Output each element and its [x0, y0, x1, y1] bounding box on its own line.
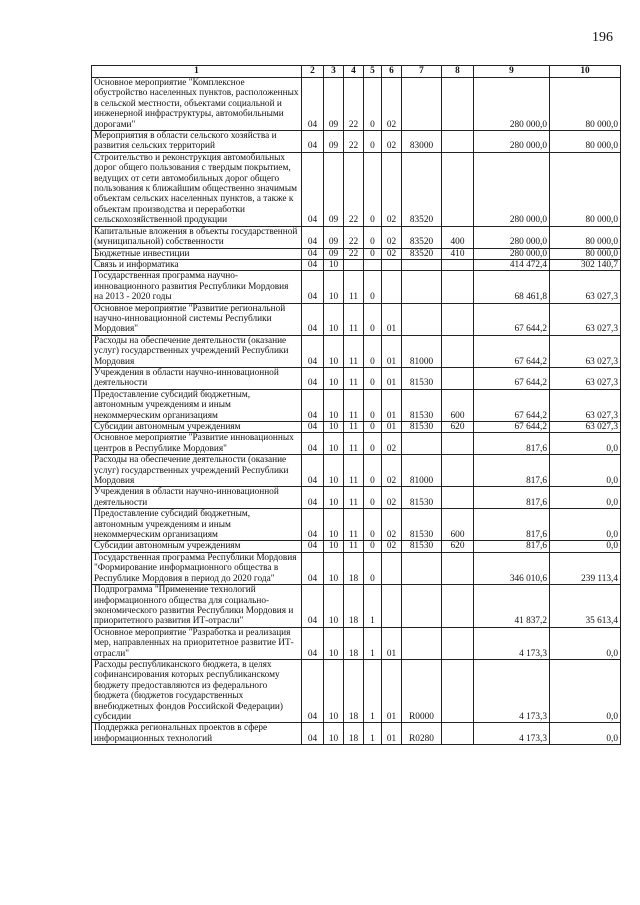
- program-code: 18: [344, 723, 364, 745]
- amount-2019: 67 644,2: [474, 422, 550, 433]
- type-code: [442, 131, 474, 153]
- amount-2019: 280 000,0: [474, 248, 550, 259]
- expense-code: 81530: [402, 422, 442, 433]
- amount-2019: 280 000,0: [474, 131, 550, 153]
- amount-2019: 4 173,3: [474, 723, 550, 745]
- expense-code: 83000: [402, 131, 442, 153]
- amount-2020: 0,0: [550, 541, 621, 552]
- subsection-code: 10: [324, 271, 344, 303]
- subsection-code: 10: [324, 303, 344, 335]
- subprogram-code: 1: [364, 627, 382, 659]
- subprogram-code: 0: [364, 131, 382, 153]
- row-name: Учреждения в области научно-инновационной деятельности: [92, 487, 302, 509]
- amount-2020: 239 113,4: [550, 552, 621, 584]
- program-code: 11: [344, 541, 364, 552]
- table-row: [92, 335, 621, 367]
- event-code: [382, 585, 402, 628]
- section-code: 04: [302, 152, 324, 226]
- table-row: [92, 303, 621, 335]
- event-code: 01: [382, 367, 402, 389]
- type-code: [442, 585, 474, 628]
- section-code: 04: [302, 131, 324, 153]
- section-code: 04: [302, 509, 324, 541]
- expense-code: 83520: [402, 152, 442, 226]
- column-header: 8: [442, 66, 474, 78]
- program-code: 11: [344, 422, 364, 433]
- row-name: Расходы республиканского бюджета, в целях софинансирования которых республиканскому бюджету предоставляются из федерального бюджета (бюджетов государственных внебюджетных фондов Российской Федерации) субсидии: [92, 659, 302, 722]
- section-code: 04: [302, 248, 324, 259]
- section-code: 04: [302, 541, 324, 552]
- event-code: 02: [382, 433, 402, 455]
- program-code: 11: [344, 509, 364, 541]
- expense-code: [402, 259, 442, 270]
- expense-code: R0280: [402, 723, 442, 745]
- amount-2019: 817,6: [474, 509, 550, 541]
- expense-code: [402, 78, 442, 131]
- amount-2020: 0,0: [550, 723, 621, 745]
- table-row: [92, 259, 621, 270]
- column-header: 6: [382, 66, 402, 78]
- row-name: Капитальные вложения в объекты государственной (муниципальной) собственности: [92, 226, 302, 248]
- table-row: [92, 152, 621, 226]
- expense-code: 81530: [402, 487, 442, 509]
- type-code: [442, 455, 474, 487]
- section-code: 04: [302, 226, 324, 248]
- subsection-code: 10: [324, 335, 344, 367]
- program-code: 18: [344, 552, 364, 584]
- amount-2020: 63 027,3: [550, 303, 621, 335]
- column-header: 10: [550, 66, 621, 78]
- row-name: Основное мероприятие "Разработка и реализация мер, направленных на приоритетное развитие ИТ-отрасли": [92, 627, 302, 659]
- subprogram-code: 1: [364, 723, 382, 745]
- program-code: 11: [344, 367, 364, 389]
- expense-code: [402, 552, 442, 584]
- subprogram-code: 0: [364, 389, 382, 421]
- header-row: [92, 66, 621, 78]
- program-code: 18: [344, 627, 364, 659]
- subprogram-code: 0: [364, 509, 382, 541]
- type-code: [442, 78, 474, 131]
- subprogram-code: 0: [364, 455, 382, 487]
- amount-2019: 280 000,0: [474, 152, 550, 226]
- amount-2020: 0,0: [550, 659, 621, 722]
- column-header: 4: [344, 66, 364, 78]
- subsection-code: 10: [324, 585, 344, 628]
- expense-code: [402, 585, 442, 628]
- event-code: 01: [382, 723, 402, 745]
- program-code: 22: [344, 152, 364, 226]
- section-code: 04: [302, 433, 324, 455]
- subsection-code: 10: [324, 723, 344, 745]
- amount-2019: 817,6: [474, 487, 550, 509]
- table-row: [92, 422, 621, 433]
- amount-2020: 80 000,0: [550, 226, 621, 248]
- subprogram-code: 0: [364, 422, 382, 433]
- amount-2019: 414 472,4: [474, 259, 550, 270]
- event-code: 02: [382, 487, 402, 509]
- row-name: Государственная программа Республики Мордовия "Формирование информационного общества в Республике Мордовия в период до 2020 года": [92, 552, 302, 584]
- type-code: [442, 487, 474, 509]
- type-code: [442, 552, 474, 584]
- amount-2019: 41 837,2: [474, 585, 550, 628]
- program-code: 18: [344, 659, 364, 722]
- type-code: 410: [442, 248, 474, 259]
- row-name: Государственная программа научно-инновационного развития Республики Мордовия на 2013 - 2020 годы: [92, 271, 302, 303]
- section-code: 04: [302, 552, 324, 584]
- section-code: 04: [302, 259, 324, 270]
- table-row: [92, 627, 621, 659]
- program-code: 18: [344, 585, 364, 628]
- subsection-code: 09: [324, 248, 344, 259]
- amount-2020: 0,0: [550, 487, 621, 509]
- table-row: [92, 367, 621, 389]
- subsection-code: 10: [324, 455, 344, 487]
- row-name: Учреждения в области научно-инновационной деятельности: [92, 367, 302, 389]
- table-row: [92, 487, 621, 509]
- row-name: Предоставление субсидий бюджетным, автономным учреждениям и иным некоммерческим организациям: [92, 389, 302, 421]
- type-code: [442, 659, 474, 722]
- subprogram-code: 0: [364, 78, 382, 131]
- column-header: 5: [364, 66, 382, 78]
- amount-2020: 302 140,7: [550, 259, 621, 270]
- row-name: Бюджетные инвестиции: [92, 248, 302, 259]
- table-row: [92, 723, 621, 745]
- section-code: 04: [302, 659, 324, 722]
- subsection-code: 10: [324, 509, 344, 541]
- row-name: Подпрограмма "Применение технологий информационного общества для социально-экономического развития Республики Мордовия и приоритетного развития ИТ-отрасли": [92, 585, 302, 628]
- column-header: 9: [474, 66, 550, 78]
- type-code: [442, 367, 474, 389]
- program-code: 11: [344, 335, 364, 367]
- program-code: [344, 259, 364, 270]
- type-code: [442, 627, 474, 659]
- section-code: 04: [302, 303, 324, 335]
- subprogram-code: 0: [364, 367, 382, 389]
- type-code: 600: [442, 509, 474, 541]
- event-code: 01: [382, 303, 402, 335]
- program-code: 11: [344, 389, 364, 421]
- subsection-code: 09: [324, 152, 344, 226]
- table-row: [92, 541, 621, 552]
- row-name: Связь и информатика: [92, 259, 302, 270]
- amount-2019: 280 000,0: [474, 226, 550, 248]
- table-row: [92, 433, 621, 455]
- expense-code: R0000: [402, 659, 442, 722]
- section-code: 04: [302, 455, 324, 487]
- table-row: [92, 226, 621, 248]
- type-code: [442, 303, 474, 335]
- section-code: 04: [302, 335, 324, 367]
- amount-2019: 67 644,2: [474, 303, 550, 335]
- table-row: [92, 509, 621, 541]
- table-row: [92, 248, 621, 259]
- amount-2020: 0,0: [550, 509, 621, 541]
- expense-code: 81000: [402, 455, 442, 487]
- program-code: 11: [344, 433, 364, 455]
- subsection-code: 10: [324, 487, 344, 509]
- row-name: Субсидии автономным учреждениям: [92, 422, 302, 433]
- type-code: 620: [442, 541, 474, 552]
- event-code: [382, 259, 402, 270]
- table-row: [92, 78, 621, 131]
- program-code: 11: [344, 303, 364, 335]
- subprogram-code: 0: [364, 303, 382, 335]
- event-code: 02: [382, 226, 402, 248]
- section-code: 04: [302, 389, 324, 421]
- event-code: [382, 552, 402, 584]
- program-code: 22: [344, 131, 364, 153]
- amount-2019: 4 173,3: [474, 659, 550, 722]
- table-row: [92, 455, 621, 487]
- subsection-code: 09: [324, 226, 344, 248]
- subprogram-code: 1: [364, 659, 382, 722]
- table-row: [92, 659, 621, 722]
- amount-2020: 0,0: [550, 627, 621, 659]
- section-code: 04: [302, 585, 324, 628]
- expense-code: 83520: [402, 248, 442, 259]
- subsection-code: 10: [324, 422, 344, 433]
- subprogram-code: 0: [364, 541, 382, 552]
- subsection-code: 10: [324, 259, 344, 270]
- row-name: Расходы на обеспечение деятельности (оказание услуг) государственных учреждений Республики Мордовия: [92, 455, 302, 487]
- table-body: [92, 78, 621, 745]
- expense-code: [402, 433, 442, 455]
- amount-2019: 346 010,6: [474, 552, 550, 584]
- type-code: 400: [442, 226, 474, 248]
- subsection-code: 10: [324, 367, 344, 389]
- amount-2020: 80 000,0: [550, 78, 621, 131]
- expense-code: 81530: [402, 509, 442, 541]
- amount-2020: 80 000,0: [550, 248, 621, 259]
- type-code: [442, 271, 474, 303]
- section-code: 04: [302, 367, 324, 389]
- budget-table: [91, 65, 621, 745]
- amount-2020: 63 027,3: [550, 271, 621, 303]
- table-row: [92, 131, 621, 153]
- row-name: Субсидии автономным учреждениям: [92, 541, 302, 552]
- section-code: 04: [302, 78, 324, 131]
- expense-code: 81530: [402, 367, 442, 389]
- amount-2019: 817,6: [474, 541, 550, 552]
- table-row: [92, 271, 621, 303]
- column-header: 7: [402, 66, 442, 78]
- section-code: 04: [302, 723, 324, 745]
- event-code: 02: [382, 131, 402, 153]
- type-code: 620: [442, 422, 474, 433]
- event-code: 01: [382, 659, 402, 722]
- row-name: Основное мероприятие "Комплексное обустройство населенных пунктов, расположенных в сельской местности, объектами социальной и инженерной инфраструктуры, автомобильными дорогами": [92, 78, 302, 131]
- program-code: 22: [344, 78, 364, 131]
- subprogram-code: 0: [364, 152, 382, 226]
- section-code: 04: [302, 422, 324, 433]
- amount-2020: 63 027,3: [550, 367, 621, 389]
- expense-code: [402, 271, 442, 303]
- event-code: 02: [382, 78, 402, 131]
- subsection-code: 09: [324, 78, 344, 131]
- subprogram-code: 1: [364, 585, 382, 628]
- amount-2020: 63 027,3: [550, 422, 621, 433]
- program-code: 22: [344, 226, 364, 248]
- amount-2020: 63 027,3: [550, 335, 621, 367]
- subprogram-code: 0: [364, 433, 382, 455]
- subprogram-code: 0: [364, 226, 382, 248]
- table-row: [92, 389, 621, 421]
- amount-2020: 80 000,0: [550, 131, 621, 153]
- event-code: 02: [382, 248, 402, 259]
- expense-code: [402, 303, 442, 335]
- event-code: 02: [382, 541, 402, 552]
- column-header: 2: [302, 66, 324, 78]
- event-code: 02: [382, 509, 402, 541]
- subsection-code: 10: [324, 627, 344, 659]
- subsection-code: 10: [324, 659, 344, 722]
- subprogram-code: 0: [364, 335, 382, 367]
- amount-2019: 817,6: [474, 433, 550, 455]
- type-code: [442, 152, 474, 226]
- row-name: Основное мероприятие "Развитие инновационных центров в Республике Мордовия": [92, 433, 302, 455]
- section-code: 04: [302, 271, 324, 303]
- event-code: 01: [382, 335, 402, 367]
- table-row: [92, 552, 621, 584]
- row-name: Основное мероприятие "Развитие региональной научно-инновационной системы Республики Мордовия": [92, 303, 302, 335]
- program-code: 11: [344, 271, 364, 303]
- amount-2019: 67 644,2: [474, 389, 550, 421]
- expense-code: 81000: [402, 335, 442, 367]
- type-code: [442, 723, 474, 745]
- amount-2019: 67 644,2: [474, 335, 550, 367]
- subsection-code: 10: [324, 541, 344, 552]
- row-name: Мероприятия в области сельского хозяйства и развития сельских территорий: [92, 131, 302, 153]
- row-name: Поддержка региональных проектов в сфере информационных технологий: [92, 723, 302, 745]
- amount-2020: 0,0: [550, 455, 621, 487]
- page-number: 196: [592, 30, 613, 45]
- column-header: 1: [92, 66, 302, 78]
- amount-2020: 0,0: [550, 433, 621, 455]
- event-code: 01: [382, 627, 402, 659]
- event-code: [382, 271, 402, 303]
- expense-code: 83520: [402, 226, 442, 248]
- event-code: 01: [382, 389, 402, 421]
- amount-2019: 4 173,3: [474, 627, 550, 659]
- amount-2019: 280 000,0: [474, 78, 550, 131]
- expense-code: [402, 627, 442, 659]
- type-code: [442, 433, 474, 455]
- type-code: 600: [442, 389, 474, 421]
- subsection-code: 10: [324, 389, 344, 421]
- expense-code: 81530: [402, 541, 442, 552]
- program-code: 11: [344, 455, 364, 487]
- subprogram-code: [364, 259, 382, 270]
- column-header: 3: [324, 66, 344, 78]
- subsection-code: 10: [324, 552, 344, 584]
- table-row: [92, 585, 621, 628]
- amount-2019: 67 644,2: [474, 367, 550, 389]
- subprogram-code: 0: [364, 248, 382, 259]
- program-code: 22: [344, 248, 364, 259]
- row-name: Расходы на обеспечение деятельности (оказание услуг) государственных учреждений Республики Мордовия: [92, 335, 302, 367]
- subprogram-code: 0: [364, 271, 382, 303]
- amount-2020: 80 000,0: [550, 152, 621, 226]
- subprogram-code: 0: [364, 552, 382, 584]
- event-code: 01: [382, 422, 402, 433]
- program-code: 11: [344, 487, 364, 509]
- section-code: 04: [302, 627, 324, 659]
- type-code: [442, 335, 474, 367]
- subsection-code: 10: [324, 433, 344, 455]
- section-code: 04: [302, 487, 324, 509]
- event-code: 02: [382, 455, 402, 487]
- amount-2019: 817,6: [474, 455, 550, 487]
- row-name: Предоставление субсидий бюджетным, автономным учреждениям и иным некоммерческим организациям: [92, 509, 302, 541]
- amount-2020: 63 027,3: [550, 389, 621, 421]
- amount-2019: 68 461,8: [474, 271, 550, 303]
- subprogram-code: 0: [364, 487, 382, 509]
- event-code: 02: [382, 152, 402, 226]
- amount-2020: 35 613,4: [550, 585, 621, 628]
- row-name: Строительство и реконструкция автомобильных дорог общего пользования с твердым покрытием, ведущих от сети автомобильных дорог общего пользования к ближайшим общественно значимым объектам сельских населенных пунктов, а также к объектам производства и переработки сельскохозяйственной продукции: [92, 152, 302, 226]
- expense-code: 81530: [402, 389, 442, 421]
- type-code: [442, 259, 474, 270]
- subsection-code: 09: [324, 131, 344, 153]
